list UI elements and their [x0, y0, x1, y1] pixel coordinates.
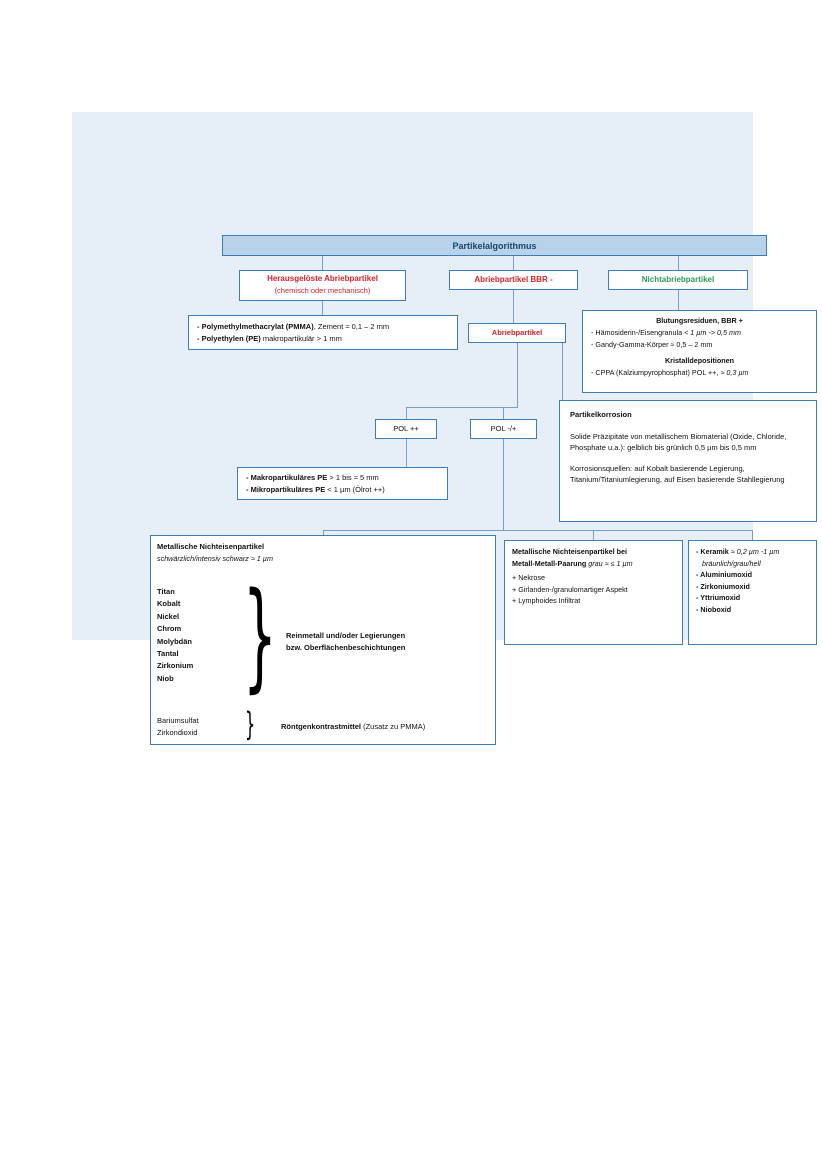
abriebpartikel-label: Abriebpartikel: [491, 328, 543, 337]
connector-line: [513, 256, 514, 270]
metal-particles-subheading: schwärzlich/intensiv schwarz ≈ 1 µm: [157, 554, 273, 563]
mm-heading-line1: Metallische Nichteisenpartikel bei: [512, 547, 628, 556]
curly-brace-small-icon: }: [245, 705, 256, 743]
box-pol-minus: [470, 419, 537, 439]
diagram-panel: [72, 112, 787, 743]
metal-list-item: Nickel: [157, 611, 180, 621]
metal-list: [157, 586, 193, 685]
box-pol-plus: [375, 419, 437, 439]
connector-line: [678, 256, 679, 270]
connector-line: [406, 439, 407, 467]
pe-line: - Polyethylen (PE) makropartikulär > 1 mm: [197, 334, 342, 343]
metal-list-item: Kobalt: [157, 599, 181, 609]
connector-line: [406, 407, 518, 408]
wear-bbr-label: Abriebpartikel BBR -: [474, 275, 553, 284]
ceramic-item: - Aluminiumoxid: [696, 570, 753, 579]
corrosion-para-1: Solide Präzipitate von metallischem Biomaterial (Oxide, Chloride, Phosphate u.a.): gelblich bis grünlich 0,5 µm bis 0,5 mm: [570, 432, 787, 452]
connector-line: [503, 407, 504, 419]
connector-line: [322, 256, 323, 270]
connector-line: [322, 301, 323, 315]
corrosion-heading: Partikelkorrosion: [570, 410, 632, 419]
connector-line: [678, 290, 679, 310]
box-abriebpartikel: [468, 323, 566, 343]
blood-heading: Blutungsresiduen, BBR +: [656, 316, 743, 325]
contrast-agent-item: Bariumsulfat: [157, 716, 199, 725]
pol-plus-label: POL ++: [393, 424, 419, 433]
title-box: [222, 235, 767, 256]
xray-contrast-label: Röntgenkontrastmittel (Zusatz zu PMMA): [281, 722, 426, 731]
page-title: Partikelalgorithmus: [452, 240, 537, 251]
mm-item: + Lymphoides Infiltrat: [512, 596, 581, 605]
crystal-heading: Kristalldepositionen: [664, 356, 735, 365]
connector-line: [517, 343, 518, 407]
contrast-agent-item: Zirkondioxid: [157, 728, 198, 737]
box-nonwear: [608, 270, 748, 290]
connector-line: [593, 530, 594, 540]
crystal-item: - CPPA (Kalziumpyrophosphat) POL ++, ≈ 0,3 µm: [591, 368, 749, 377]
metal-list-item: Molybdän: [157, 636, 192, 646]
box-blood-residues: [582, 310, 817, 393]
mm-heading-line2: Metall-Metall-Paarung grau ≈ ≤ 1 µm: [512, 558, 633, 568]
box-pe-sizes: [237, 467, 448, 500]
released-particles-title: Herausgelöste Abriebpartikel: [267, 274, 378, 283]
corrosion-para-2: Korrosionsquellen: auf Kobalt basierende Legierung, Titanium/Titaniumlegierung, auf Eisen basierende Stahllegierung: [570, 464, 785, 484]
connector-line: [323, 530, 752, 531]
box-released-particles: [239, 270, 406, 301]
alloy-label-line1: Reinmetall und/oder Legierungen: [286, 631, 406, 640]
metal-particles-heading: Metallische Nichteisenpartikel: [157, 542, 265, 551]
ceramic-item: - Zirkoniumoxid: [696, 581, 750, 591]
released-particles-subtitle: (chemisch oder mechanisch): [274, 286, 371, 295]
ceramic-line1: - Keramik ≈ 0,2 µm -1 µm: [696, 547, 780, 556]
box-metal-metal-pairing: [504, 540, 683, 645]
metal-list-item: Tantal: [157, 649, 179, 659]
connector-line: [513, 290, 514, 323]
alloy-label-line2: bzw. Oberflächenbeschichtungen: [286, 643, 406, 652]
pol-minus-label: POL -/+: [490, 424, 517, 433]
mm-item: + Nekrose: [512, 573, 545, 582]
curly-brace-large-icon: }: [243, 566, 277, 704]
metal-list-item: Chrom: [157, 624, 182, 634]
box-wear-bbr: [449, 270, 578, 290]
metal-list-item: Titan: [157, 587, 175, 596]
connector-line: [406, 407, 407, 419]
box-particle-corrosion: [559, 400, 817, 522]
ceramic-item: - Yttriumoxid: [696, 593, 741, 602]
box-pmma-pe: [188, 315, 458, 350]
pe-micro-line: - Mikropartikuläres PE < 1 µm (Ölrot ++): [246, 485, 385, 494]
blood-item-2: - Gandy-Gamma-Körper ≈ 0,5 – 2 mm: [591, 340, 713, 349]
box-metal-particles: [150, 535, 496, 745]
ceramic-line2: bräunlich/grau/hell: [702, 558, 761, 568]
ceramic-item: - Nioboxid: [696, 604, 732, 614]
blood-item-1: - Hämosiderin-/Eisengranula < 1 µm -> 0,5 mm: [591, 328, 741, 337]
connector-line: [562, 343, 563, 400]
pe-macro-line: - Makropartikuläres PE > 1 bis ≈ 5 mm: [246, 473, 379, 482]
nonwear-label: Nichtabriebpartikel: [641, 275, 715, 284]
connector-line: [752, 530, 753, 540]
metal-list-item: Zirkonium: [157, 661, 194, 671]
mm-item: + Girlanden-/granulomartiger Aspekt: [512, 584, 628, 594]
pmma-line: - Polymethylmethacrylat (PMMA), Zement ≈ 0,1 – 2 mm: [197, 322, 390, 331]
metal-list-item: Niob: [157, 673, 174, 683]
box-ceramic: [688, 540, 817, 645]
connector-line: [503, 439, 504, 530]
